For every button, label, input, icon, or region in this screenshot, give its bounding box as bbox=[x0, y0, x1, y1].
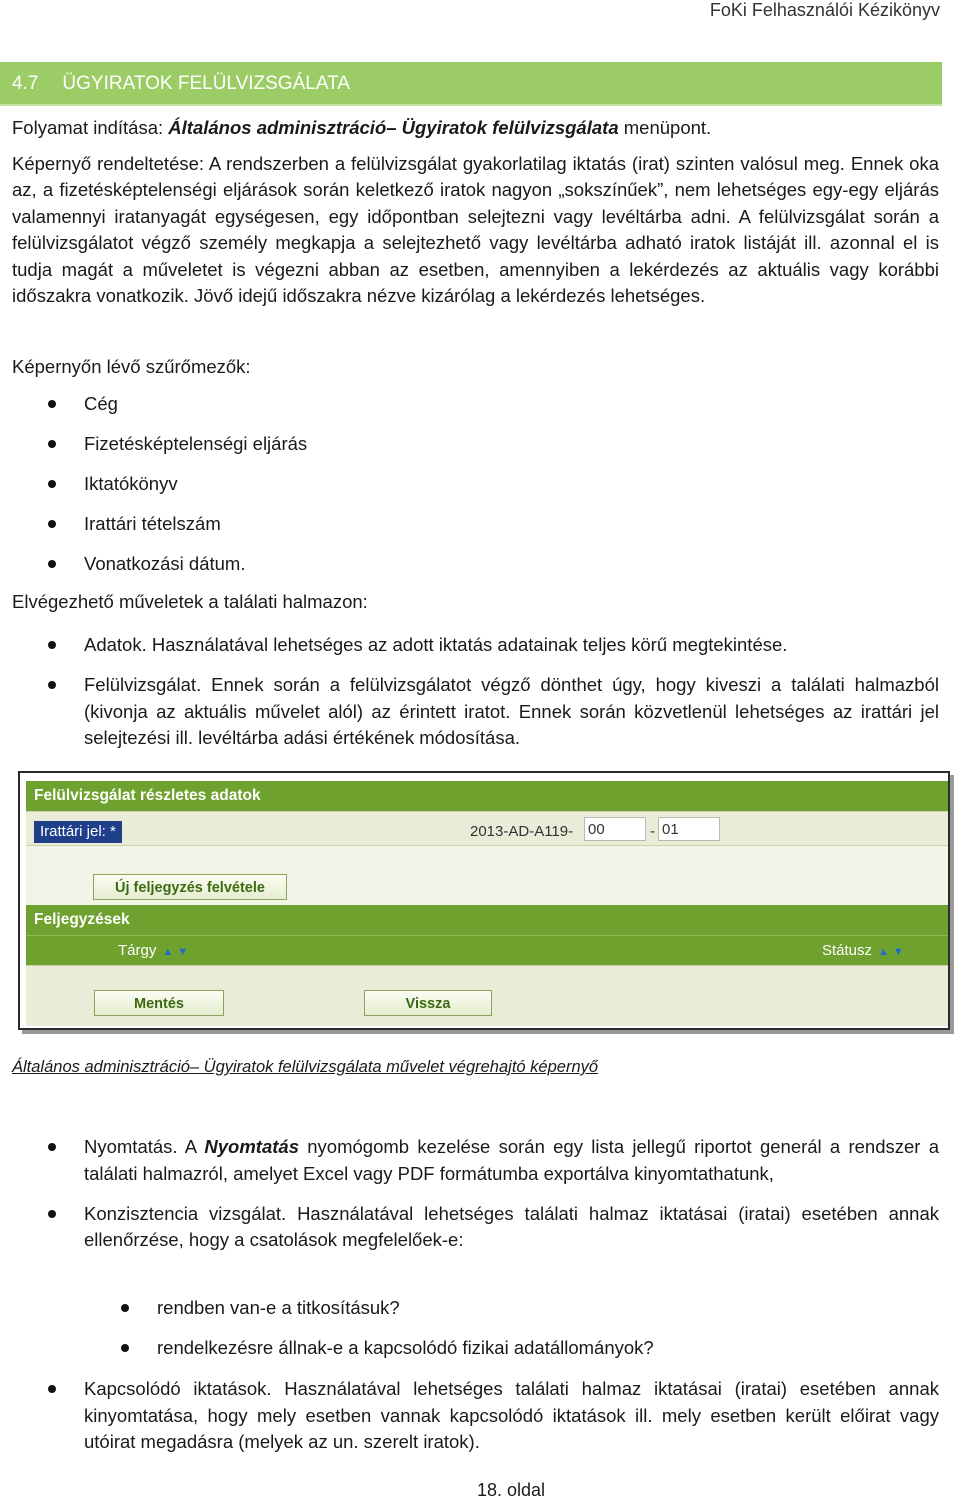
list-item: Konzisztencia vizsgálat. Használatával lehetséges találati halmaz iktatásai (iratai) esetében annak ellenőrzése, hogy a csatolások megfelelőek-e: bbox=[12, 1201, 939, 1254]
notes-title: Feljegyzések bbox=[26, 905, 948, 935]
list-item: Adatok. Használatával lehetséges az adott iktatás adatainak teljes körű megtekintése. bbox=[12, 632, 939, 659]
sort-arrows-icon[interactable]: ▲▼ bbox=[878, 946, 908, 958]
action-row bbox=[26, 965, 948, 1026]
section-title: ÜGYIRATOK FELÜLVIZSGÁLATA bbox=[62, 73, 350, 94]
sort-arrows-icon[interactable]: ▲▼ bbox=[162, 946, 193, 958]
irattari-jel-row bbox=[26, 811, 948, 846]
figure-caption: Általános adminisztráció– Ügyiratok felülvizsgálata művelet végrehajtó képernyő bbox=[12, 1058, 599, 1076]
section-heading bbox=[0, 62, 942, 106]
intro-block bbox=[12, 115, 939, 310]
filters-heading: Képernyőn lévő szűrőmezők: bbox=[12, 356, 251, 377]
list-item: Irattári tételszám bbox=[12, 511, 939, 538]
col-subject[interactable]: Tárgy ▲▼ bbox=[118, 942, 193, 959]
back-button[interactable]: Vissza bbox=[364, 990, 492, 1016]
list-item: rendben van-e a titkosításuk? bbox=[12, 1295, 939, 1322]
list-item: Nyomtatás. A Nyomtatás nyomógomb kezelése során egy lista jellegű riportot generál a rendszer a találati halmazról, amelyet Excel vagy PDF formátumba exportálva kinyomtathatunk, bbox=[12, 1134, 939, 1187]
list-item: Vonatkozási dátum. bbox=[12, 551, 939, 578]
operations-list bbox=[12, 632, 939, 752]
separator: - bbox=[650, 823, 655, 840]
list-item: Felülvizsgálat. Ennek során a felülvizsgálatot végző dönthet úgy, hogy kiveszi a találati halmazból (kivonja az aktuális művelet alól) az érintett iratot. Ennek során közvetlenül lehetséges az irattári jel selejtezési ill. levéltárba adási értékének módosítása. bbox=[12, 672, 939, 752]
new-note-row bbox=[26, 845, 948, 906]
list-item: Iktatókönyv bbox=[12, 471, 939, 498]
irattari-jel-label: Irattári jel: * bbox=[34, 821, 122, 843]
consistency-sublist bbox=[12, 1295, 939, 1362]
list-item: Kapcsolódó iktatások. Használatával lehetséges találati halmaz iktatásai (iratai) esetében annak kinyomtatása, hogy mely esetben vannak kapcsolódó iktatások ill. mely esetben került előirat vagy utóirat megadásra (melyek az un. szerelt iratok). bbox=[12, 1376, 939, 1456]
purpose-paragraph: Képernyő rendeltetése: A rendszerben a felülvizsgálat gyakorlatilag iktatás (irat) szinten valósul meg. Ennek oka az, a fizetésképtelenségi eljárások során keletkező iratok nagyon „sokszínűek”, nem lehetséges egy-egy eljárás valamennyi iratanyagát egységesen, egy időpontban selejtezni vagy levéltárba adni. A felülvizsgálat során a felülvizsgálatot végző személy megkapja a selejtezhető vagy levéltárba adható iratok listáját ill. azonnal el is tudja magát a műveletet is végezni abban az esetben, amennyiben a lekérdezés az aktuális vagy korábbi időszakra vonatkozik. Jövő idejű időszakra nézve kizárólag a lekérdezés lehetséges. bbox=[12, 152, 939, 306]
list-item: Cég bbox=[12, 391, 939, 418]
section-number: 4.7 bbox=[12, 73, 39, 94]
notes-table-header bbox=[26, 935, 948, 966]
irattari-jel-input-1[interactable]: 00 bbox=[584, 817, 646, 841]
document-header: FoKi Felhasználói Kézikönyv bbox=[709, 0, 940, 20]
operations-heading: Elvégezhető műveletek a találati halmazon: bbox=[12, 591, 368, 612]
irattari-jel-prefix: 2013-AD-A119- bbox=[470, 823, 574, 840]
list-item: Fizetésképtelenségi eljárás bbox=[12, 431, 939, 458]
start-line: Folyamat indítása: Általános adminisztráció– Ügyiratok felülvizsgálata menüpont. bbox=[12, 117, 712, 138]
list-item: rendelkezésre állnak-e a kapcsolódó fizikai adatállományok? bbox=[12, 1335, 939, 1362]
menu-path: Általános adminisztráció– Ügyiratok felülvizsgálata bbox=[168, 117, 619, 138]
filter-list bbox=[12, 391, 939, 578]
col-status[interactable]: Státusz ▲▼ bbox=[822, 942, 908, 959]
irattari-jel-input-2[interactable]: 01 bbox=[658, 817, 720, 841]
page-number: 18. oldal bbox=[476, 1480, 546, 1500]
embedded-screenshot bbox=[18, 771, 950, 1030]
panel-title: Felülvizsgálat részletes adatok bbox=[26, 781, 948, 811]
save-button[interactable]: Mentés bbox=[94, 990, 224, 1016]
more-operations-list bbox=[12, 1134, 939, 1267]
new-note-button[interactable]: Új feljegyzés felvétele bbox=[93, 874, 287, 900]
linked-list bbox=[12, 1376, 939, 1456]
